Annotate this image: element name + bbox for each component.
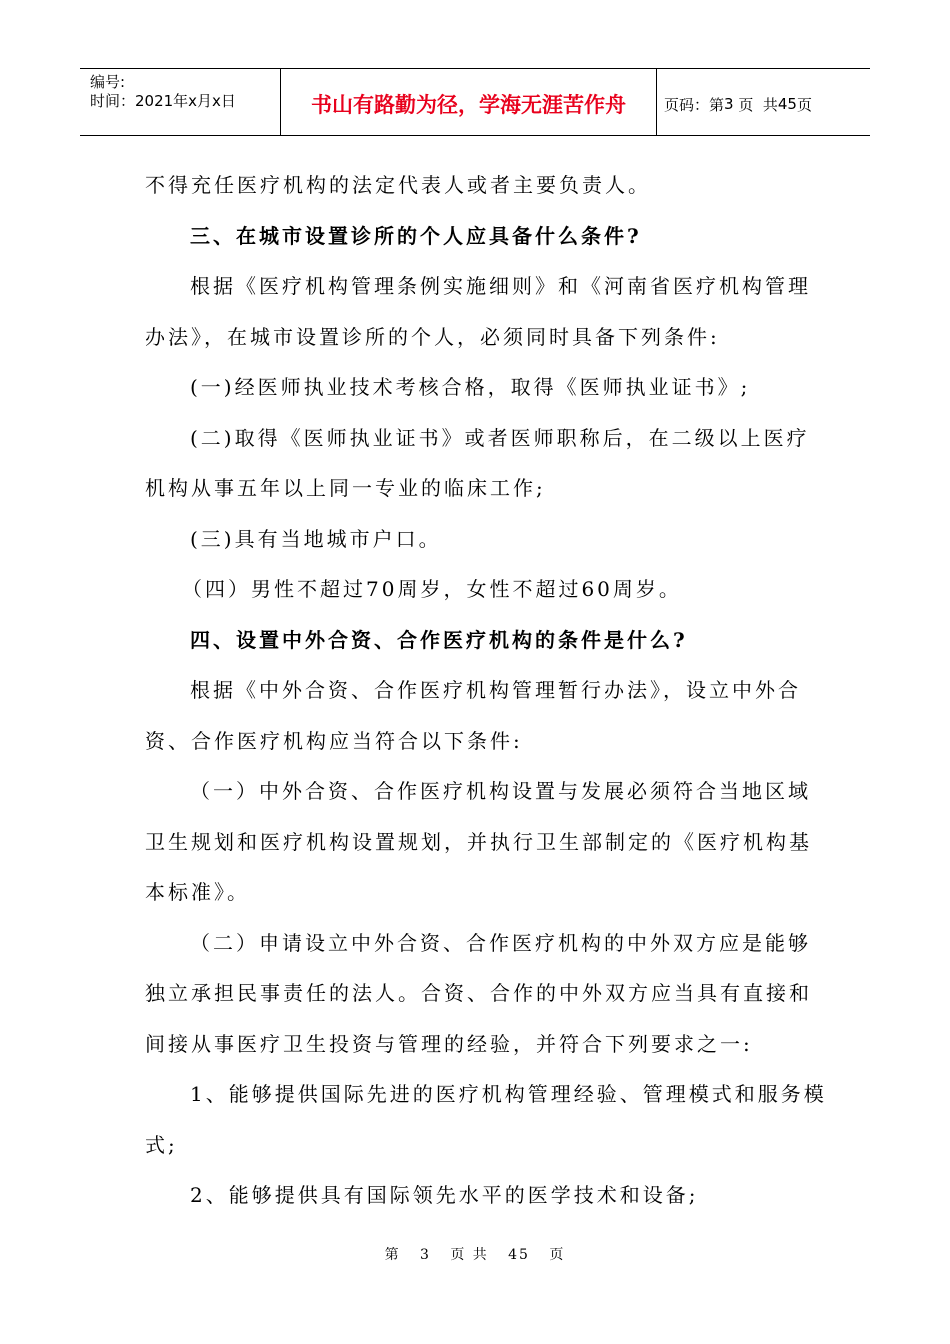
paragraph-line: 资、合作医疗机构应当符合以下条件: (145, 728, 523, 753)
list-item: （二）申请设立中外合资、合作医疗机构的中外双方应是能够 (190, 930, 811, 955)
time-label: 时间：2021年x月x日 (90, 92, 236, 110)
list-item: (二)取得《医师执业证书》或者医师职称后，在二级以上医疗 (190, 425, 810, 450)
paragraph-line: 办法》，在城市设置诊所的个人，必须同时具备下列条件: (145, 324, 720, 349)
header-table (80, 68, 870, 136)
paragraph-line: 式; (145, 1132, 178, 1157)
number-label: 编号: (90, 73, 126, 91)
paragraph-line: 不得充任医疗机构的法定代表人或者主要负责人。 (145, 173, 651, 197)
list-item: 2、能够提供具有国际领先水平的医学技术和设备; (190, 1183, 699, 1207)
paragraph-line: 本标准》。 (145, 880, 250, 904)
list-item: 1、能够提供国际先进的医疗机构管理经验、管理模式和服务模 (190, 1082, 827, 1106)
paragraph-line: 卫生规划和医疗机构设置规划，并执行卫生部制定的《医疗机构基 (145, 829, 812, 854)
header-info-cell (80, 69, 281, 135)
header-motto: 书山有路勤为径，学海无涯苦作舟 (281, 69, 657, 135)
paragraph-line: 根据《中外合资、合作医疗机构管理暂行办法》，设立中外合 (190, 678, 801, 702)
paragraph-line: 根据《医疗机构管理条例实施细则》和《河南省医疗机构管理 (190, 274, 811, 298)
paragraph-line: 机构从事五年以上同一专业的临床工作; (145, 476, 546, 500)
list-item: （四）男性不超过70周岁，女性不超过60周岁。 (182, 577, 682, 601)
page-footer: 第 3 页 共 45 页 (384, 1247, 566, 1263)
list-item: （一）中外合资、合作医疗机构设置与发展必须符合当地区域 (190, 779, 811, 803)
section-heading-3: 三、在城市设置诊所的个人应具备什么条件? (190, 223, 642, 248)
section-heading-4: 四、设置中外合资、合作医疗机构的条件是什么? (190, 627, 688, 652)
list-item: (三)具有当地城市户口。 (190, 526, 442, 551)
paragraph-line: 独立承担民事责任的法人。合资、合作的中外双方应当具有直接和 (145, 981, 812, 1005)
document-body (145, 160, 827, 1221)
header-page-info: 页码：第 3 页 共 45 页 (664, 95, 812, 114)
list-item: (一)经医师执业技术考核合格，取得《医师执业证书》; (190, 375, 751, 399)
paragraph-line: 间接从事医疗卫生投资与管理的经验，并符合下列要求之一: (145, 1031, 753, 1056)
